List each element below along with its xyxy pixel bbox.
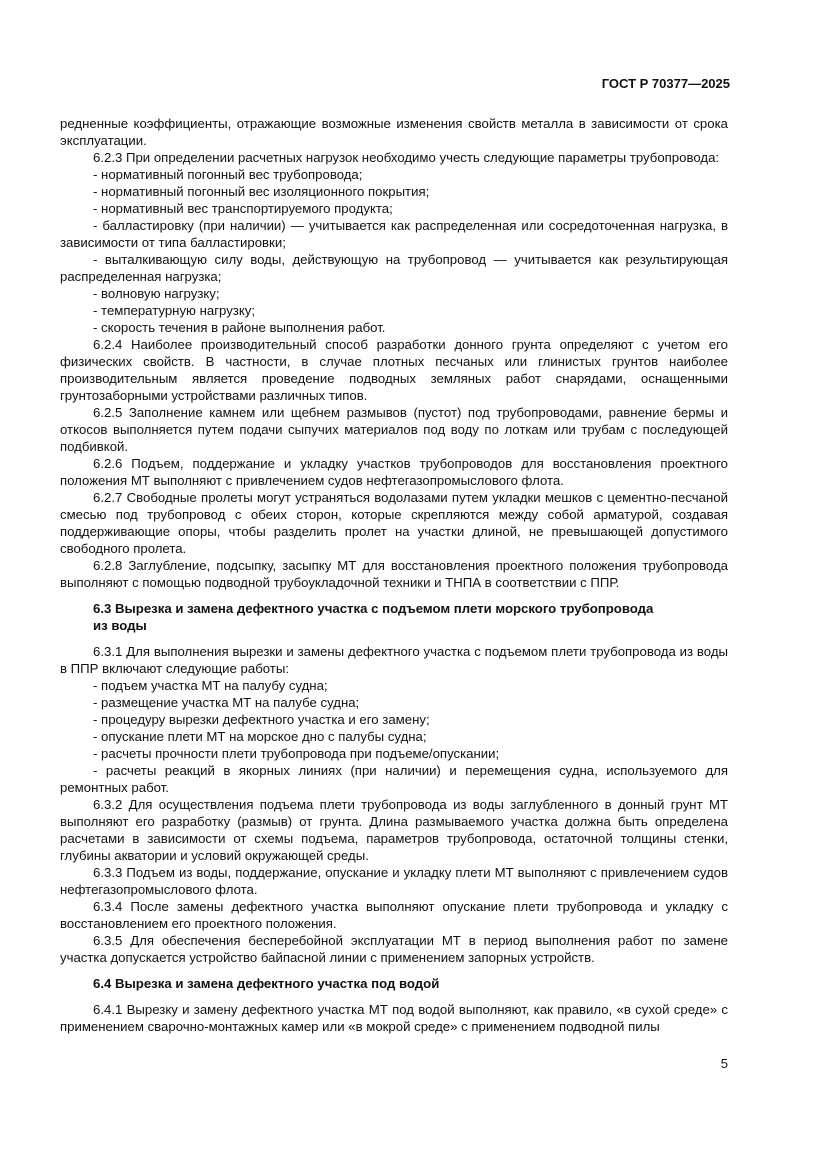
document-body (60, 115, 728, 1035)
list-item: - размещение участка МТ на палубе судна; (93, 695, 360, 710)
list-item: - подъем участка МТ на палубу судна; (93, 678, 328, 693)
list-item: - процедуру вырезки дефектного участка и его замену; (93, 712, 430, 727)
section-heading-line: из воды (93, 618, 147, 633)
list-item: - балластировку (при наличии) — учитывается как распределенная или сосредоточенная нагрузка, в зависимости от типа балластировки; (60, 218, 728, 250)
paragraph: 6.4.1 Вырезку и замену дефектного участка МТ под водой выполняют, как правило, «в сухой среде» с применением сварочно-монтажных камер или «в мокрой среде» с применением подводной пилы (60, 1002, 728, 1034)
list-item: - расчеты реакций в якорных линиях (при наличии) и перемещения судна, используемого для ремонтных работ. (60, 763, 728, 795)
paragraph: 6.3.1 Для выполнения вырезки и замены дефектного участка с подъемом плети трубопровода из воды в ППР включают следующие работы: (60, 644, 728, 676)
paragraph: 6.3.3 Подъем из воды, поддержание, опускание и укладку плети МТ выполняют с привлечением судов нефтегазопромыслового флота. (60, 865, 728, 897)
paragraph: 6.2.3 При определении расчетных нагрузок необходимо учесть следующие параметры трубопровода: (93, 150, 720, 165)
section-heading-line: 6.3 Вырезка и замена дефектного участка с подъемом плети морского трубопровода (93, 601, 654, 616)
standard-header: ГОСТ Р 70377—2025 (601, 76, 730, 91)
paragraph: 6.2.5 Заполнение камнем или щебнем размывов (пустот) под трубопроводами, равнение бермы и откосов выполняется путем подачи сыпучих материалов под воду по лоткам или трубам с последующей подбивкой. (60, 405, 728, 454)
list-item: - расчеты прочности плети трубопровода при подъеме/опускании; (93, 746, 500, 761)
section-heading (60, 975, 728, 992)
list-item: - опускание плети МТ на морское дно с палубы судна; (93, 729, 427, 744)
list-item: - волновую нагрузку; (93, 286, 220, 301)
paragraph: редненные коэффициенты, отражающие возможные изменения свойств металла в зависимости от срока эксплуатации. (60, 116, 728, 148)
list-item: - нормативный погонный вес изоляционного покрытия; (93, 184, 430, 199)
paragraph: 6.3.5 Для обеспечения бесперебойной эксплуатации МТ в период выполнения работ по замене участка допускается устройство байпасной линии с применением запорных устройств. (60, 933, 728, 965)
paragraph: 6.2.7 Свободные пролеты могут устраняться водолазами путем укладки мешков с цементно-песчаной смесью под трубопровод с обеих сторон, которые скрепляются между собой арматурой, создавая поддерживающие опоры, чтобы разделить пролет на участки длиной, не превышающей допустимого свободного пролета. (60, 490, 728, 556)
list-item: - нормативный вес транспортируемого продукта; (93, 201, 393, 216)
page-number: 5 (720, 1056, 728, 1071)
section-heading-line: 6.4 Вырезка и замена дефектного участка под водой (93, 976, 440, 991)
paragraph: 6.3.4 После замены дефектного участка выполняют опускание плети трубопровода и укладку с восстановлением его проектного положения. (60, 899, 728, 931)
list-item: - нормативный погонный вес трубопровода; (93, 167, 363, 182)
section-heading (60, 600, 728, 634)
paragraph: 6.2.4 Наиболее производительный способ разработки донного грунта определяют с учетом его физических свойств. В частности, в случае плотных песчаных или глинистых грунтов наиболее производительным является проведение подводных земляных работ снарядами, оснащенными грунтозаборными устройствами различных типов. (60, 337, 728, 403)
list-item: - скорость течения в районе выполнения работ. (93, 320, 386, 335)
paragraph: 6.2.6 Подъем, поддержание и укладку участков трубопроводов для восстановления проектного положения МТ выполняют с привлечением судов нефтегазопромыслового флота. (60, 456, 728, 488)
list-item: - выталкивающую силу воды, действующую на трубопровод — учитывается как результирующая распределенная нагрузка; (60, 252, 728, 284)
list-item: - температурную нагрузку; (93, 303, 256, 318)
paragraph: 6.2.8 Заглубление, подсыпку, засыпку МТ для восстановления проектного положения трубопровода выполняют с помощью подводной трубоукладочной техники и ТНПА в соответствии с ППР. (60, 558, 728, 590)
paragraph: 6.3.2 Для осуществления подъема плети трубопровода из воды заглубленного в донный грунт МТ выполняют его разработку (размыв) от грунта. Длина размываемого участка должна быть определена расчетами в зависимости от схемы подъема, параметров трубопровода, остаточной толщины стенки, глубины акватории и условий окружающей среды. (60, 797, 728, 863)
